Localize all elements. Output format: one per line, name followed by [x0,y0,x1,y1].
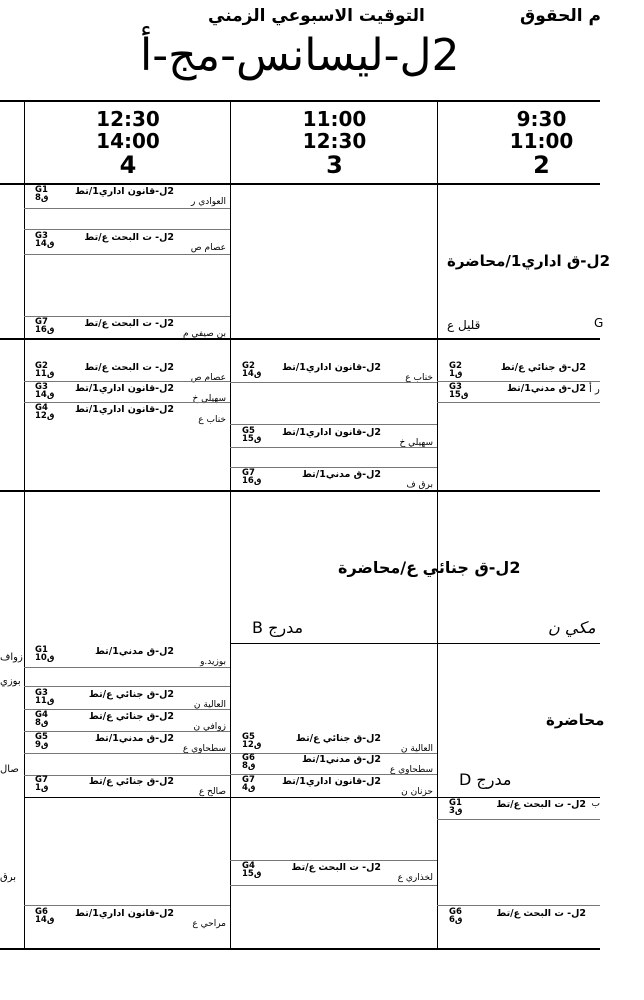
group-code: G4 [242,861,255,871]
subject: 2ل-ق مدني1/تط [506,383,586,394]
schedule-title: التوقيت الاسبوعي الزمني [208,6,425,26]
session-entry [240,469,436,499]
group-code: G7 [242,468,255,478]
col4-left-border [24,100,25,949]
room-code: ق8 [35,193,49,203]
teacher: عصام ص [190,373,226,383]
session-entry [33,318,229,348]
subject: 2ل-ق جنائي ع/تط [295,733,381,744]
group-code: G6 [449,907,462,917]
entry-divider [24,667,230,668]
subject: 2ل-ق جنائي ع/تط [88,776,174,787]
session-entry [33,776,229,806]
room-code: ق3 [449,806,463,816]
lecture-label: محاضرة [546,711,605,729]
entry-divider [24,686,230,687]
room-code: ق14 [35,239,55,249]
group-code: G3 [449,382,462,392]
room-code: ق15 [449,390,469,400]
group-code: G2 [449,361,462,371]
session-entry [240,776,436,806]
col4-start: 12:30 [96,107,160,131]
teacher: سطحاوي ع [389,765,433,775]
teacher: حزنان ن [401,787,433,797]
room-code: ق11 [35,369,55,379]
col3-start: 11:00 [302,107,367,131]
day3-col2-border [437,643,600,644]
room-code: ق16 [242,476,262,486]
session-entry [447,908,600,938]
room-code: ق12 [35,411,55,421]
session-entry [240,862,436,892]
group-code: G1 [35,645,48,655]
entry-divider [24,254,230,255]
subject: 2ل- ت البحث ع/تط [291,862,381,873]
room-code: ق8 [35,718,49,728]
entry-divider [24,381,230,382]
teacher: زوافي ن [193,722,226,732]
entry-divider [24,753,230,754]
lecture-label: 2ل-ق اداري1/محاضرة [446,252,610,270]
edge-fragment: بوزي [0,676,21,687]
teacher: العالية ن [193,700,226,710]
room-code: ق8 [242,761,256,771]
teacher: سهيلي خ [399,438,433,448]
room-code: ق14 [35,390,55,400]
teacher: لخذاري ع [397,873,433,883]
subject: 2ل-ق مدني1/تط [301,469,381,480]
col4-num: 4 [119,151,137,179]
entry-divider [230,885,437,886]
teacher: سطحاوي ع [182,744,226,754]
group-code: G2 [242,361,255,371]
room-code: ق10 [35,653,55,663]
subject: 2ل- ت البحث ع/تط [496,908,586,919]
room-code: ق15 [242,434,262,444]
room-code: ق12 [242,740,262,750]
lecture-label: 2ل-ق جنائي ع/محاضرة [338,558,521,577]
entry-divider [24,905,230,906]
entry-divider [24,229,230,230]
subject: 2ل- ت البحث ع/تط [496,799,586,810]
subject: 2ل-ق جنائي ع/تط [88,711,174,722]
lecture-teacher: قليل ع [447,318,481,332]
session-entry [240,362,436,392]
subject: 2ل-قانون اداري1/تط [75,186,174,197]
teacher: مراحي ع [192,919,226,929]
group-code: G2 [35,361,48,371]
teacher: خناب ع [198,415,226,425]
session-entry [33,733,229,763]
col-header-4 [26,108,230,178]
room-code: ق9 [35,740,49,750]
edge-fragment: ر أ [589,384,600,395]
group-code: G6 [242,753,255,763]
col3-col2-border [437,100,438,949]
subject: 2ل-قانون اداري1/تط [75,404,174,415]
subject: 2ل-ق مدني1/تط [94,733,174,744]
col-header-3 [232,108,437,178]
teacher: خناب ع [405,373,433,383]
session-entry [33,646,229,676]
lecture-teacher: مكي ن [548,618,596,637]
edge-fragment: برق [0,872,17,883]
col3-num: 3 [326,151,343,179]
entry-divider [24,402,230,403]
session-entry [33,186,229,216]
room-code: ق6 [449,915,463,925]
session-entry [447,799,600,829]
teacher: عصام ص [190,243,226,253]
amphitheater-label: مدرج D [459,770,512,789]
entry-divider [230,467,437,468]
entry-divider [230,774,437,775]
room-code: ق1 [449,369,463,379]
subject: 2ل-ق جنائي ع/تط [500,362,586,373]
col-header-2 [439,108,644,178]
col4-col3-border [230,100,231,949]
group-code: G1 [449,798,462,808]
room-code: ق1 [35,783,49,793]
group-code: G3 [35,688,48,698]
session-entry [33,908,229,938]
header-bottom-border [0,183,600,185]
group-code: G7 [242,775,255,785]
room-code: ق4 [242,783,256,793]
subject: 2ل- ت البحث ع/تط [84,232,174,243]
subject: 2ل-قانون اداري1/تط [282,427,381,438]
group-code: G7 [35,775,48,785]
subject: 2ل-قانون اداري1/تط [75,908,174,919]
subject: 2ل-قانون اداري1/تط [75,383,174,394]
group-code: G3 [35,382,48,392]
session-entry [33,404,229,434]
teacher: بن صيفي م [182,329,226,339]
subject: 2ل-ق جنائي ع/تط [88,689,174,700]
teacher: برق ف [406,480,433,490]
amphitheater-label: مدرج B [252,618,304,637]
group-code: G1 [35,185,48,195]
room-code: ق14 [242,369,262,379]
session-entry [447,383,600,413]
entry-divider [230,860,437,861]
room-code: ق16 [35,325,55,335]
subject: 2ل-ق مدني1/تط [94,646,174,657]
room-code: ق14 [35,915,55,925]
group-code: G3 [35,231,48,241]
group-code: G5 [242,426,255,436]
entry-divider [230,424,437,425]
teacher: سهيلي خ [192,394,226,404]
col3-end: 12:30 [302,129,367,153]
subject: 2ل-قانون اداري1/تط [282,362,381,373]
teacher: العالية ن [400,744,433,754]
col2-end: 11:00 [509,129,574,153]
subject: 2ل- ت البحث ع/تط [84,362,174,373]
entry-divider [24,731,230,732]
teacher: صالح ع [198,787,226,797]
teacher: بوزيد.و [200,657,226,667]
faculty-label: م الحقوق [520,6,601,26]
entry-divider [437,905,600,906]
session-entry [240,427,436,457]
room-code: ق11 [35,696,55,706]
edge-fragment: زواف [0,652,23,663]
session-entry [33,232,229,262]
col4-end: 14:00 [96,129,160,153]
entry-divider [24,208,230,209]
edge-fragment: G [594,316,604,330]
room-code: ق15 [242,869,262,879]
group-code: G5 [242,732,255,742]
subject: 2ل-قانون اداري1/تط [282,776,381,787]
teacher: ب [591,799,600,809]
class-title: 2ل-ليسانس-مج-أ [140,30,460,81]
day3-col3-border [230,643,437,644]
group-code: G5 [35,732,48,742]
col2-num: 2 [533,151,550,179]
header-top-border [0,100,600,102]
entry-divider [230,447,437,448]
subject: 2ل- ت البحث ع/تط [84,318,174,329]
edge-fragment: صال [0,764,19,775]
table-bottom-border [0,948,600,950]
entry-divider [24,709,230,710]
subject: 2ل-ق مدني1/تط [301,754,381,765]
entry-divider [437,402,600,403]
group-code: G6 [35,907,48,917]
entry-divider [24,316,230,317]
entry-divider [437,819,600,820]
group-code: G4 [35,710,48,720]
entry-divider [230,382,437,383]
group-code: G4 [35,403,48,413]
teacher: العوادي ر [191,197,226,207]
col2-start: 9:30 [516,107,567,131]
group-code: G7 [35,317,48,327]
